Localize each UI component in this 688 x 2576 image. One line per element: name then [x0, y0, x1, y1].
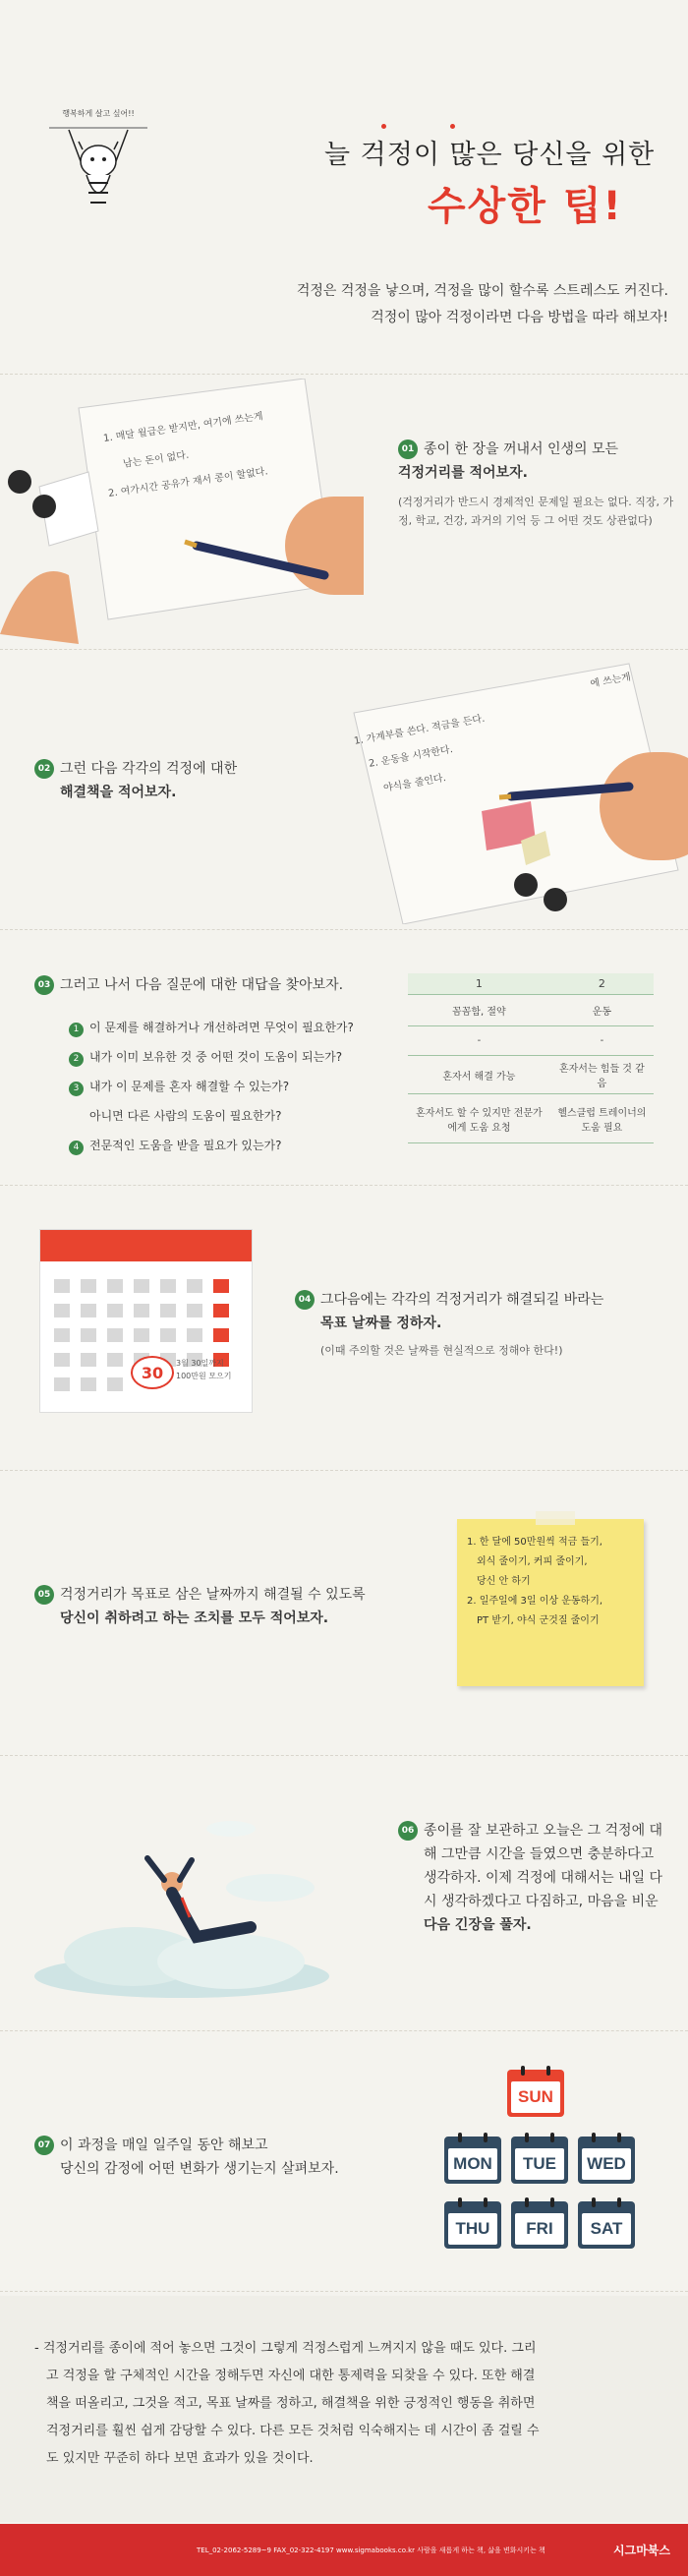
- day-mon-icon: MON: [444, 2137, 501, 2184]
- calendar-day-cell: [107, 1279, 123, 1293]
- footer-brand-logo: 시그마북스: [613, 2544, 670, 2557]
- note-line: 1. 한 달에 50만원씩 적금 들기,: [467, 1537, 602, 1548]
- calendar-day-cell: [213, 1328, 229, 1342]
- footer-contact: TEL_02-2062-5289~9 FAX_02-322-4197 www.sigmabooks.co.kr 사람을 새롭게 하는 책, 삶을 변화시키는 책: [197, 2547, 545, 2554]
- step-number: 02: [34, 759, 54, 779]
- step1-note: (걱정거리가 반드시 경제적인 문제일 필요는 없다. 직장, 가정, 학교, 건강, 과거의 기억 등 그 어떤 것도 상관없다): [398, 496, 674, 527]
- paper2-text-line3: 야식을 줄인다.: [382, 772, 447, 794]
- step4-text: [295, 1288, 673, 1360]
- calendar-day-cell: [81, 1279, 96, 1293]
- day-wed-icon: WED: [578, 2137, 635, 2184]
- step-number: 03: [34, 975, 54, 995]
- header-section: [0, 0, 688, 369]
- calendar-day-cell: [160, 1304, 176, 1317]
- sticky-note: [457, 1519, 644, 1686]
- step6-line4: 시 생각하겠다고 다짐하고, 마음을 비운: [424, 1894, 659, 1909]
- step1-text-b: 걱정거리를 적어보자.: [398, 465, 528, 481]
- calendar-day-cell: [134, 1328, 149, 1342]
- divider: [0, 374, 688, 376]
- paper-text-line2: 남는 돈이 없다.: [122, 449, 190, 470]
- page-title-line1: 늘 걱정이 많은 당신을 위한: [324, 140, 656, 170]
- step2-text: [34, 757, 319, 804]
- step4-text-a: 그다음에는 각각의 걱정거리가 해결되길 바라는: [320, 1292, 604, 1308]
- step4-note: (이때 주의할 것은 날짜를 현실적으로 정해야 한다!): [320, 1344, 563, 1357]
- table-header: 2: [550, 973, 654, 995]
- calendar-day-cell: [160, 1328, 176, 1342]
- step2-text-a: 그런 다음 각각의 걱정에 대한: [60, 761, 238, 777]
- title-accent-dots: [381, 124, 470, 132]
- day-tue-icon: TUE: [511, 2137, 568, 2184]
- calendar-day-cell: [81, 1353, 96, 1367]
- calendar-day-30: 30: [131, 1356, 174, 1389]
- divider: [0, 1755, 688, 1757]
- calendar-day-cell: [54, 1304, 70, 1317]
- table-cell: 혼자서는 힘들 것 같음: [550, 1056, 654, 1094]
- day-sun-icon: SUN: [507, 2070, 564, 2117]
- calendar-day-cell: [160, 1279, 176, 1293]
- table-cell: -: [550, 1026, 654, 1056]
- step7-text-a: 이 과정을 매일 일주일 동안 해보고: [60, 2137, 268, 2153]
- calendar-day-cell: [187, 1279, 202, 1293]
- closing-section: [0, 2296, 688, 2522]
- note-line: 외식 줄이기, 커피 줄이기,: [477, 1556, 588, 1567]
- paper2-text-line1: 1. 가계부를 쓴다. 적금을 든다.: [353, 713, 487, 747]
- calendar-day-cell: [134, 1279, 149, 1293]
- closing-paragraph: [34, 2335, 663, 2473]
- calendar-day-cell: [81, 1304, 96, 1317]
- intro-line1: 걱정은 걱정을 낳으며, 걱정을 많이 할수록 스트레스도 커진다.: [296, 283, 668, 299]
- divider: [0, 2291, 688, 2293]
- table-header: 1: [408, 973, 550, 995]
- calendar-memo-line2: 100만원 모으기: [176, 1372, 232, 1380]
- calendar-day-cell: [187, 1304, 202, 1317]
- table-cell: 꼼꼼함, 절약: [408, 995, 550, 1026]
- calendar-day-cell: [81, 1377, 96, 1391]
- closing-line: 도 있지만 꾸준히 하다 보면 효과가 있을 것이다.: [46, 2451, 314, 2466]
- step-number: 05: [34, 1585, 54, 1605]
- step7-text: [34, 2134, 428, 2181]
- step5-text: [34, 1583, 428, 1630]
- calendar-day-cell: [81, 1328, 96, 1342]
- closing-line: 고 걱정을 할 구체적인 시간을 정해두면 자신에 대한 통제력을 되찾을 수 있다. 또한 해결: [46, 2369, 536, 2383]
- step-number: 04: [295, 1290, 315, 1310]
- table-cell: 운동: [550, 995, 654, 1026]
- step-number: 01: [398, 439, 418, 459]
- step6-line1: 종이를 잘 보관하고 오늘은 그 걱정에 대: [424, 1823, 663, 1839]
- note-line: 2. 일주일에 3일 이상 운동하기,: [467, 1596, 603, 1607]
- step6-text: [398, 1819, 678, 1937]
- question-item: 2 내가 이미 보유한 것 중 어떤 것이 도움이 되는가?: [69, 1042, 383, 1072]
- day-sat-icon: SAT: [578, 2201, 635, 2249]
- table-cell: 혼자서 해결 가능: [408, 1056, 550, 1094]
- weekday-calendar-icons: [432, 2070, 668, 2266]
- step2-section: [0, 654, 688, 924]
- step-number: 06: [398, 1821, 418, 1841]
- calendar-day-cell: [107, 1353, 123, 1367]
- comic-caption: 행복하게 살고 싶어!!: [62, 109, 135, 118]
- footer-bar: [0, 2524, 688, 2576]
- step1-text-a: 종이 한 장을 꺼내서 인생의 모든: [424, 441, 619, 457]
- divider: [0, 2030, 688, 2032]
- hanging-person-icon: [39, 122, 157, 230]
- table-cell: 혼자서도 할 수 있지만 전문가에게 도움 요청: [408, 1094, 550, 1143]
- calendar-memo-line1: 3월 30일까지: [176, 1359, 224, 1368]
- step4-text-b: 목표 날짜를 정하자.: [320, 1316, 442, 1331]
- calendar-header: [40, 1230, 252, 1261]
- step5-section: [0, 1475, 688, 1750]
- calendar-day-cell: [213, 1279, 229, 1293]
- calendar-day-cell: [213, 1304, 229, 1317]
- day-fri-icon: FRI: [511, 2201, 568, 2249]
- paper2-text-line0: 에 쓰는게: [589, 672, 632, 690]
- calendar-illustration: [39, 1229, 253, 1413]
- step1-section: [0, 379, 688, 644]
- calendar-day-cell: [54, 1353, 70, 1367]
- step6-section: [0, 1760, 688, 2025]
- step7-text-b: 당신의 감정에 어떤 변화가 생기는지 살펴보자.: [60, 2161, 339, 2177]
- day-thu-icon: THU: [444, 2201, 501, 2249]
- step4-section: [0, 1190, 688, 1465]
- answer-table: [408, 973, 654, 1143]
- step5-text-b: 당신이 취하려고 하는 조치를 모두 적어보자.: [60, 1610, 329, 1626]
- note-line: PT 받기, 야식 군것질 줄이기: [477, 1615, 600, 1626]
- step3-title: 그러고 나서 다음 질문에 대한 대답을 찾아보자.: [60, 977, 344, 993]
- relaxing-man-on-cloud-illustration: [25, 1789, 349, 2006]
- note-line: 당신 안 하기: [477, 1576, 531, 1587]
- step5-text-a: 걱정거리가 목표로 삼은 날짜까지 해결될 수 있도록: [60, 1587, 366, 1603]
- step3-title-row: [34, 973, 343, 997]
- divider: [0, 649, 688, 651]
- paper-text-line1: 1. 매달 월급은 받지만, 여기에 쓰는게: [102, 411, 264, 444]
- question-item: 1 이 문제를 해결하거나 개선하려면 무엇이 필요한가?: [69, 1013, 383, 1042]
- step-number: 07: [34, 2136, 54, 2155]
- table-cell: -: [408, 1026, 550, 1056]
- closing-line: 걱정거리를 훨씬 쉽게 감당할 수 있다. 다른 모든 것처럼 익숙해지는 데 시간이 좀 걸릴 수: [46, 2424, 540, 2438]
- calendar-day-cell: [134, 1304, 149, 1317]
- step7-section: [0, 2035, 688, 2286]
- calendar-day-cell: [54, 1328, 70, 1342]
- page-title-line2: 수상한 팁!: [428, 184, 623, 229]
- question-list: [69, 1013, 383, 1160]
- divider: [0, 1185, 688, 1187]
- closing-line: - 걱정거리를 종이에 적어 놓으면 그것이 그렇게 걱정스럽게 느껴지지 않을 때도 있다. 그리: [34, 2341, 537, 2356]
- calendar-day-cell: [107, 1377, 123, 1391]
- question-item: 4 전문적인 도움을 받을 필요가 있는가?: [69, 1131, 383, 1160]
- divider: [0, 929, 688, 931]
- step1-text: [398, 438, 678, 530]
- calendar-day-cell: [187, 1328, 202, 1342]
- intro-line2: 걱정이 많아 걱정이라면 다음 방법을 따라 해보자!: [371, 310, 668, 325]
- paper2-text-line2: 2. 운동을 시작한다.: [368, 743, 454, 770]
- divider: [0, 1470, 688, 1472]
- comic-illustration: [39, 108, 157, 226]
- question-item: 3 내가 이 문제를 혼자 해결할 수 있는가?: [69, 1072, 383, 1101]
- closing-line: 책을 떠올리고, 그것을 적고, 목표 날짜를 정하고, 해결책을 위한 긍정적인 행동을 취하면: [46, 2396, 536, 2411]
- calendar-day-cell: [107, 1304, 123, 1317]
- calendar-day-cell: [54, 1377, 70, 1391]
- table-cell: 헬스클럽 트레이너의 도움 필요: [550, 1094, 654, 1143]
- step6-line2: 해 그만큼 시간을 들였으면 충분하다고: [424, 1846, 655, 1862]
- step6-line5: 다음 긴장을 풀자.: [424, 1917, 532, 1933]
- step3-section: [0, 934, 688, 1180]
- step2-text-b: 해결책을 적어보자.: [60, 785, 177, 800]
- step6-line3: 생각하자. 이제 걱정에 대해서는 내일 다: [424, 1870, 663, 1886]
- paper-text-line3: 2. 여가시간 공유가 재서 콩이 할없다.: [107, 466, 269, 499]
- question-item: 아니면 다른 사람의 도움이 필요한가?: [89, 1109, 282, 1123]
- calendar-day-cell: [54, 1279, 70, 1293]
- calendar-day-cell: [107, 1328, 123, 1342]
